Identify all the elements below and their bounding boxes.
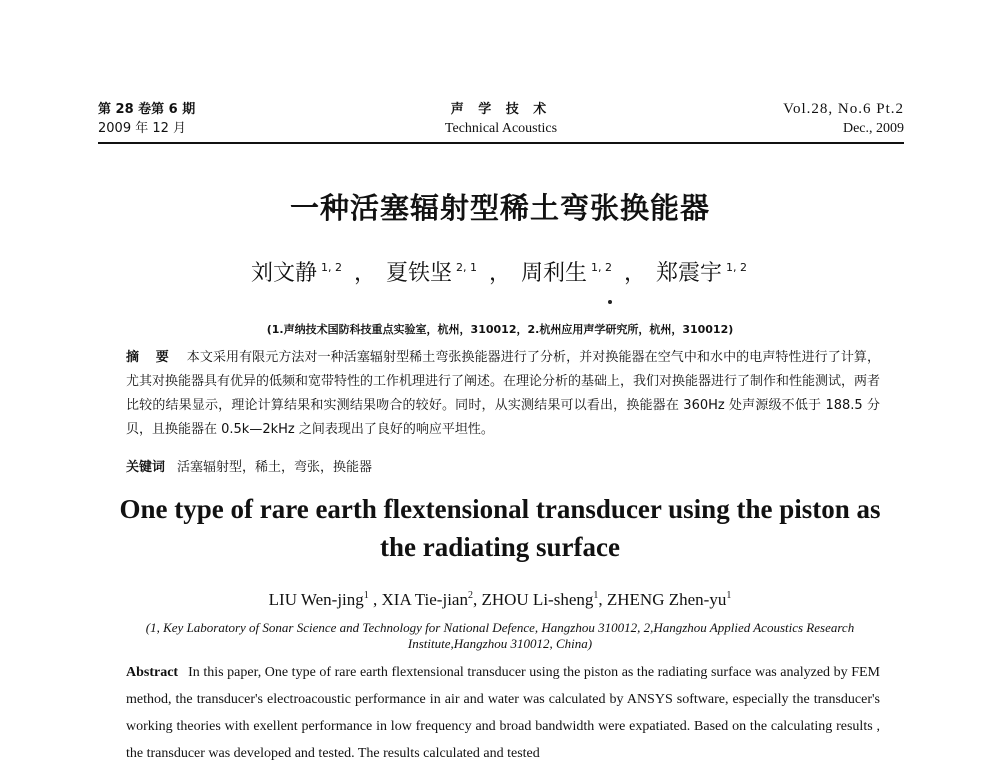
author-list-en: LIU Wen-jing$^1$ , XIA Tie-jian$^2$, ZHOU Li-sheng$^1$, ZHENG Zhen-$yu^1$ bbox=[268, 590, 732, 609]
author-list-cn bbox=[0, 256, 1000, 287]
dot-mark bbox=[608, 300, 612, 304]
abstract-en bbox=[126, 659, 880, 767]
paper-title-cn: 一种活塞辐射型稀土弯张换能器 bbox=[289, 191, 710, 225]
author-separator: ， bbox=[353, 261, 376, 286]
author-affil-sup: 1, 2 bbox=[591, 261, 613, 274]
volume-issue-en: Vol.28, No.6 Pt.2 bbox=[783, 101, 904, 117]
author-separator: ， bbox=[488, 261, 511, 286]
journal-name-en: Technical Acoustics bbox=[444, 121, 558, 136]
author-cn: 周利生 bbox=[521, 261, 588, 286]
abstract-text-en: In this paper, One type of rare earth flextensional transducer using the piston as the radiating surface was analyzed by FEM method, the transducer's electroacoustic performance in air and water was calculated by ANSYS software, especially the transducer's working theories with exellent performance in low frequency and broad bandwidth were expatiated. Based on the calculating results , the transducer was developed and tested. The results calculated and tested bbox=[126, 665, 880, 761]
abstract-label-en: Abstract bbox=[126, 665, 179, 680]
author-affil-sup: 1 bbox=[363, 590, 369, 601]
author-en: ZHOU Li-sheng bbox=[481, 590, 594, 609]
keywords-cn bbox=[126, 458, 880, 478]
affiliation-en: (1, Key Laboratory of Sonar Science and Technology for National Defence, Hangzhou 310012, 2,Hangzhou Applied Acoustics Research Institute,Hangzhou 310012, China) bbox=[145, 620, 855, 651]
author-cn: 刘文静 bbox=[250, 261, 317, 286]
author-affil-sup: 1 bbox=[726, 590, 732, 601]
abstract-cn bbox=[126, 346, 880, 442]
author-en: LIU Wen-jing bbox=[268, 590, 364, 609]
author-separator: ， bbox=[624, 261, 647, 286]
abstract-text-cn: 本文采用有限元方法对一种活塞辐射型稀土弯张换能器进行了分析，并对换能器在空气中和水中的电声特性进行了计算，尤其对换能器具有优异的低频和宽带特性的工作机理进行了阐述。在理论分析的基础上，我们对换能器进行了制作和性能测试，两者比较的结果显示，理论计算结果和实测结果吻合的较好。同时，从实测结果可以看出，换能器在 360Hz 处声源级不低于 188.5 分贝，且换能器在 0.5k—2kHz 之间表现出了良好的响应平坦性。 bbox=[126, 350, 881, 437]
author-en: ZHENG Zhen-yu bbox=[606, 590, 727, 609]
paper-title-en: One type of rare earth flextensional transducer using the piston as the radiating surface bbox=[119, 494, 881, 562]
author-affil-sup: 2, 1 bbox=[455, 261, 477, 274]
author-cn: 夏铁坚 bbox=[385, 261, 452, 286]
keywords-text-cn: 活塞辐射型，稀土，弯张，换能器 bbox=[177, 460, 373, 475]
affiliation-cn: (1.声纳技术国防科技重点实验室，杭州，310012，2.杭州应用声学研究所，杭州，310012) bbox=[266, 323, 734, 336]
journal-name-cn: 声 学 技 术 bbox=[450, 102, 552, 117]
date-en: Dec., 2009 bbox=[842, 121, 904, 136]
author-en: XIA Tie-jian bbox=[381, 590, 468, 609]
running-header bbox=[98, 98, 904, 144]
author-affil-sup: 2 bbox=[467, 590, 473, 601]
author-affil-sup: 1, 2 bbox=[320, 261, 342, 274]
author-cn: 郑震宇 bbox=[656, 261, 723, 286]
date-cn: 2009 年 12 月 bbox=[98, 121, 187, 136]
author-affil-sup: 1, 2 bbox=[726, 261, 748, 274]
volume-issue-cn: 第 28 卷第 6 期 bbox=[98, 102, 196, 117]
journal-issue-en bbox=[783, 100, 904, 138]
keywords-label-cn: 关键词 bbox=[126, 460, 166, 475]
author-affil-sup: 1 bbox=[593, 590, 599, 601]
abstract-label-cn: 摘 要 bbox=[126, 350, 175, 365]
